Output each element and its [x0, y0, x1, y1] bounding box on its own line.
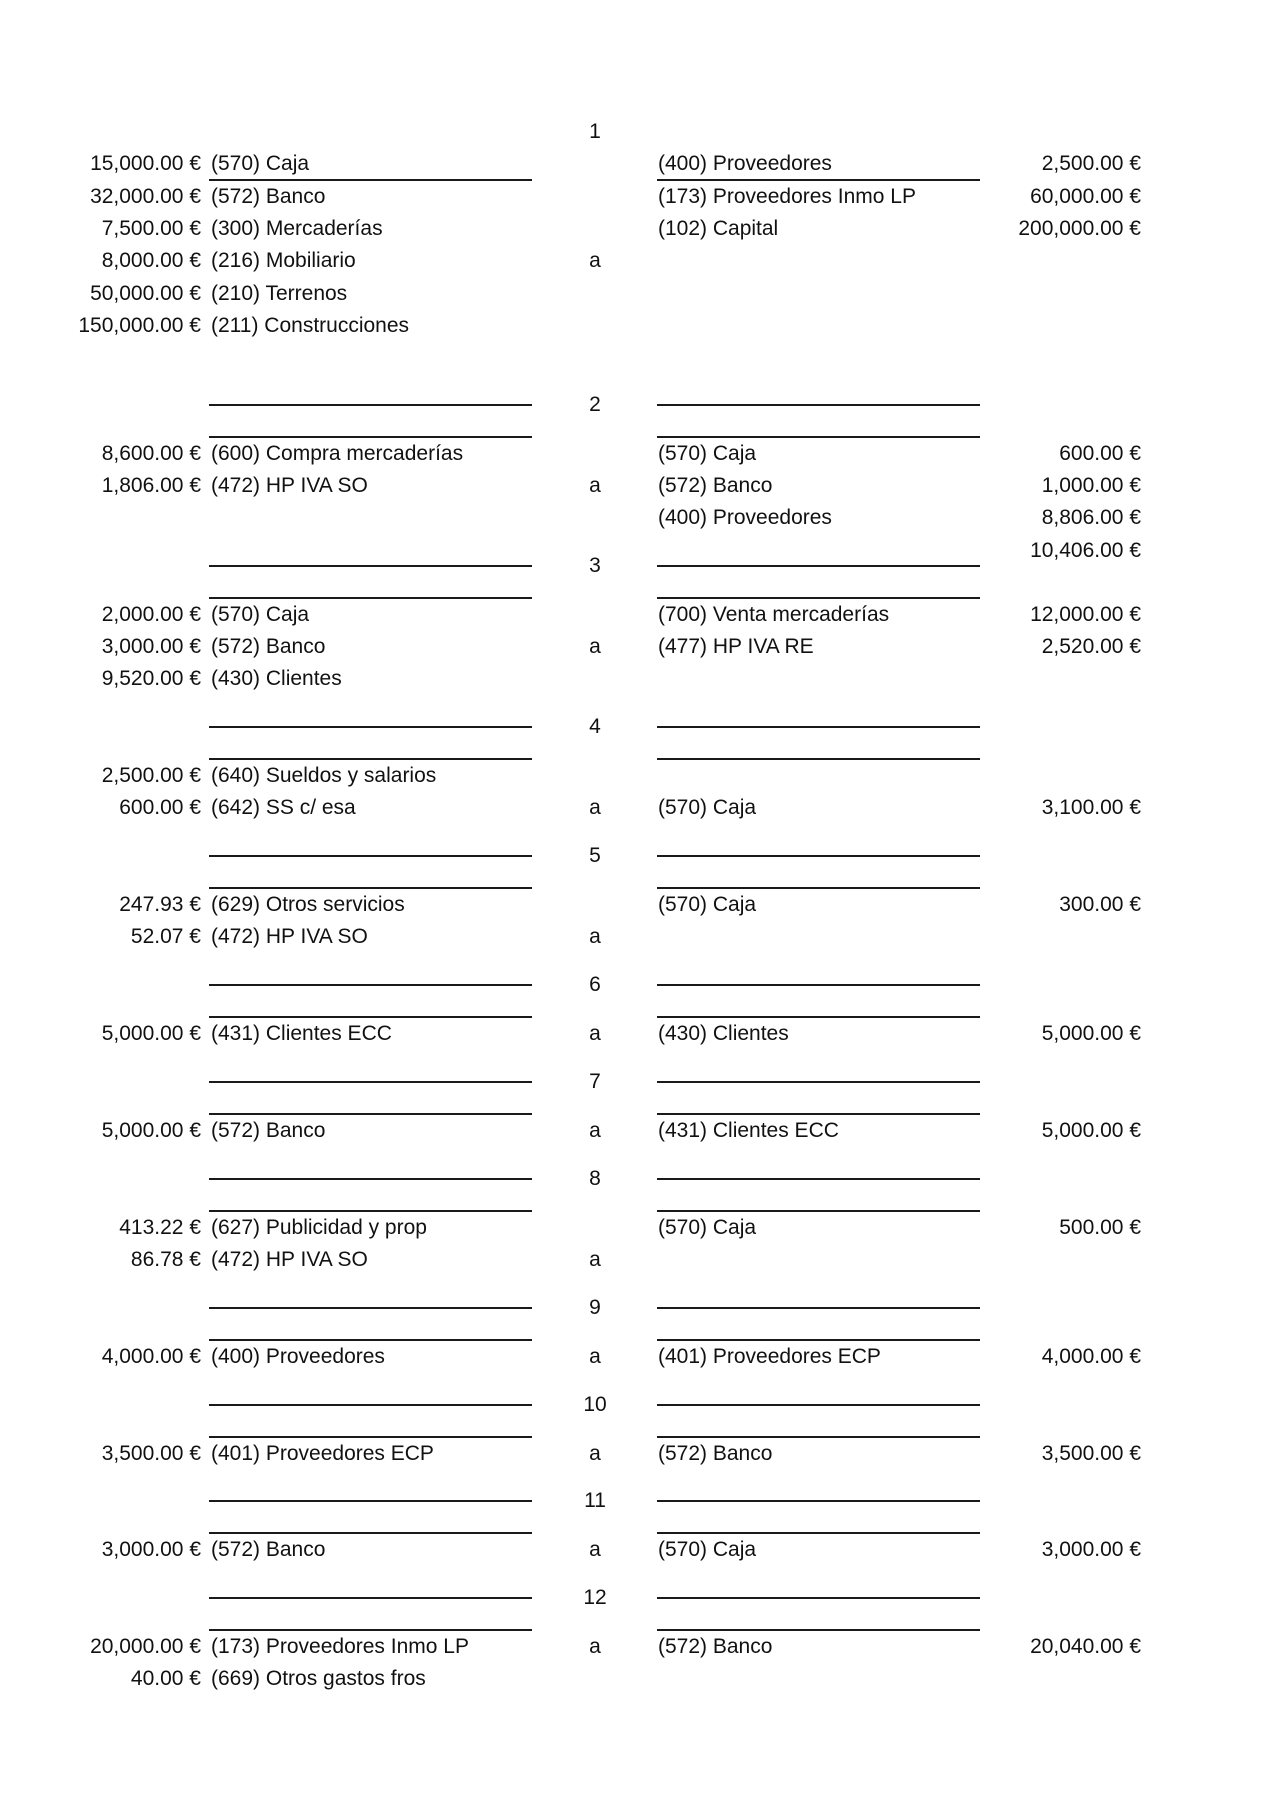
debit-amount: 150,000.00 €	[78, 313, 201, 337]
connector-a: a	[589, 1021, 601, 1045]
connector-a: a	[589, 1537, 601, 1561]
debit-amount: 50,000.00 €	[90, 281, 201, 305]
entry-number: 2	[589, 393, 601, 417]
debit-account: (570) Caja	[211, 152, 310, 176]
credit-account: (570) Caja	[658, 892, 757, 916]
journal-line	[0, 1438, 1280, 1470]
credit-amount: 5,000.00 €	[1041, 1021, 1141, 1045]
debit-amount: 3,500.00 €	[101, 1441, 201, 1465]
journal-line	[0, 1018, 1280, 1050]
debit-amount: 40.00 €	[130, 1666, 201, 1690]
debit-account: (216) Mobiliario	[211, 249, 356, 273]
credit-account: (431) Clientes ECC	[658, 1118, 839, 1142]
connector-a: a	[589, 1344, 601, 1368]
debit-account: (173) Proveedores Inmo LP	[211, 1634, 469, 1658]
debit-amount: 86.78 €	[130, 1247, 201, 1271]
journal-line	[0, 502, 1280, 534]
journal-line	[0, 310, 1280, 342]
entry-number-row	[0, 840, 1280, 872]
credit-account: (570) Caja	[658, 795, 757, 819]
journal-line	[0, 148, 1280, 180]
entry-number: 10	[583, 1393, 607, 1417]
entry-number: 11	[584, 1489, 606, 1513]
connector-a: a	[589, 634, 601, 658]
connector-a: a	[589, 924, 601, 948]
credit-amount: 8,806.00 €	[1041, 506, 1141, 530]
entry-number-row	[0, 116, 1280, 148]
journal-line	[0, 1534, 1280, 1566]
credit-amount: 1,000.00 €	[1041, 473, 1141, 497]
debit-amount: 1,806.00 €	[101, 473, 201, 497]
connector-a: a	[589, 249, 601, 273]
credit-account: (430) Clientes	[658, 1021, 789, 1045]
credit-amount: 10,406.00 €	[1030, 538, 1141, 562]
entry-number: 4	[589, 715, 601, 739]
connector-a: a	[589, 1441, 601, 1465]
debit-account: (642) SS c/ esa	[211, 795, 356, 819]
debit-account: (400) Proveedores	[211, 1344, 385, 1368]
debit-account: (572) Banco	[211, 184, 326, 208]
debit-amount: 3,000.00 €	[101, 1537, 201, 1561]
debit-account: (600) Compra mercaderías	[211, 441, 464, 465]
credit-account: (477) HP IVA RE	[658, 634, 814, 658]
credit-amount: 3,000.00 €	[1041, 1537, 1141, 1561]
credit-account: (570) Caja	[658, 441, 757, 465]
entry-number: 3	[589, 554, 601, 578]
journal-line	[0, 921, 1280, 953]
debit-amount: 5,000.00 €	[101, 1118, 201, 1142]
debit-account: (431) Clientes ECC	[211, 1021, 392, 1045]
journal-line	[0, 245, 1280, 277]
entry-number: 8	[589, 1167, 601, 1191]
entry-number: 12	[583, 1586, 607, 1610]
journal-line	[0, 278, 1280, 310]
entry-number-row	[0, 1292, 1280, 1324]
journal-line	[0, 1663, 1280, 1695]
credit-amount: 200,000.00 €	[1018, 216, 1141, 240]
credit-amount: 60,000.00 €	[1030, 184, 1141, 208]
connector-a: a	[589, 1634, 601, 1658]
debit-amount: 9,520.00 €	[101, 667, 201, 691]
debit-account: (640) Sueldos y salarios	[211, 763, 437, 787]
entry-number-row	[0, 1389, 1280, 1421]
credit-account: (173) Proveedores Inmo LP	[658, 184, 916, 208]
debit-account: (629) Otros servicios	[211, 892, 405, 916]
credit-amount: 500.00 €	[1059, 1215, 1141, 1239]
credit-account: (102) Capital	[658, 216, 779, 240]
entry-number-row	[0, 1485, 1280, 1517]
credit-account: (570) Caja	[658, 1215, 757, 1239]
debit-account: (669) Otros gastos fros	[211, 1666, 426, 1690]
debit-amount: 413.22 €	[119, 1215, 201, 1239]
credit-amount: 3,500.00 €	[1041, 1441, 1141, 1465]
connector-a: a	[589, 1247, 601, 1271]
debit-account: (572) Banco	[211, 1118, 326, 1142]
credit-amount: 20,040.00 €	[1030, 1634, 1141, 1658]
debit-account: (430) Clientes	[211, 667, 342, 691]
entry-number-row	[0, 969, 1280, 1001]
entry-number: 5	[589, 844, 601, 868]
debit-amount: 3,000.00 €	[101, 634, 201, 658]
journal-line	[0, 213, 1280, 245]
debit-amount: 600.00 €	[119, 795, 201, 819]
credit-amount: 2,520.00 €	[1041, 634, 1141, 658]
journal-line	[0, 631, 1280, 663]
debit-account: (572) Banco	[211, 1537, 326, 1561]
debit-account: (572) Banco	[211, 634, 326, 658]
journal-line	[0, 889, 1280, 921]
entry-number: 6	[589, 973, 601, 997]
debit-amount: 32,000.00 €	[90, 184, 201, 208]
journal-line	[0, 1212, 1280, 1244]
debit-amount: 52.07 €	[130, 924, 201, 948]
entry-number: 9	[589, 1296, 601, 1320]
entry-number-row	[0, 1163, 1280, 1195]
debit-amount: 8,600.00 €	[101, 441, 201, 465]
debit-amount: 15,000.00 €	[90, 152, 201, 176]
connector-a: a	[589, 795, 601, 819]
entry-number: 1	[589, 120, 601, 143]
journal-line	[0, 438, 1280, 470]
debit-amount: 2,000.00 €	[101, 602, 201, 626]
debit-account: (472) HP IVA SO	[211, 473, 368, 497]
debit-account: (300) Mercaderías	[211, 216, 383, 240]
debit-amount: 247.93 €	[119, 892, 201, 916]
debit-amount: 5,000.00 €	[101, 1021, 201, 1045]
entry-number-row	[0, 389, 1280, 421]
debit-amount: 20,000.00 €	[90, 1634, 201, 1658]
entry-number-row	[0, 1582, 1280, 1614]
debit-account: (627) Publicidad y prop	[211, 1215, 427, 1239]
debit-amount: 2,500.00 €	[101, 763, 201, 787]
credit-account: (700) Venta mercaderías	[658, 602, 890, 626]
credit-amount: 5,000.00 €	[1041, 1118, 1141, 1142]
entry-number: 7	[589, 1070, 601, 1094]
credit-amount: 3,100.00 €	[1041, 795, 1141, 819]
connector-a: a	[589, 1118, 601, 1142]
debit-account: (210) Terrenos	[211, 281, 348, 305]
debit-amount: 7,500.00 €	[101, 216, 201, 240]
entry-number-row	[0, 550, 1280, 582]
journal-line	[0, 792, 1280, 824]
credit-account: (400) Proveedores	[658, 152, 832, 176]
journal-line	[0, 1115, 1280, 1147]
entry-number-row	[0, 1066, 1280, 1098]
debit-account: (211) Construcciones	[211, 313, 410, 337]
debit-account: (570) Caja	[211, 602, 310, 626]
journal-line	[0, 663, 1280, 695]
journal-line	[0, 599, 1280, 631]
connector-a: a	[589, 473, 601, 497]
credit-account: (572) Banco	[658, 1441, 773, 1465]
credit-account: (400) Proveedores	[658, 506, 832, 530]
credit-amount: 12,000.00 €	[1030, 602, 1141, 626]
debit-account: (401) Proveedores ECP	[211, 1441, 434, 1465]
credit-account: (401) Proveedores ECP	[658, 1344, 881, 1368]
journal-line	[0, 181, 1280, 213]
journal-line	[0, 470, 1280, 502]
credit-amount: 2,500.00 €	[1041, 152, 1141, 176]
debit-amount: 4,000.00 €	[101, 1344, 201, 1368]
debit-account: (472) HP IVA SO	[211, 1247, 368, 1271]
debit-account: (472) HP IVA SO	[211, 924, 368, 948]
journal-line	[0, 1341, 1280, 1373]
credit-amount: 600.00 €	[1059, 441, 1141, 465]
credit-amount: 4,000.00 €	[1041, 1344, 1141, 1368]
debit-amount: 8,000.00 €	[101, 249, 201, 273]
credit-account: (572) Banco	[658, 1634, 773, 1658]
entry-number-row	[0, 711, 1280, 743]
credit-account: (570) Caja	[658, 1537, 757, 1561]
journal-line	[0, 1244, 1280, 1276]
journal-line	[0, 1631, 1280, 1663]
journal-line	[0, 760, 1280, 792]
credit-account: (572) Banco	[658, 473, 773, 497]
credit-amount: 300.00 €	[1059, 892, 1141, 916]
